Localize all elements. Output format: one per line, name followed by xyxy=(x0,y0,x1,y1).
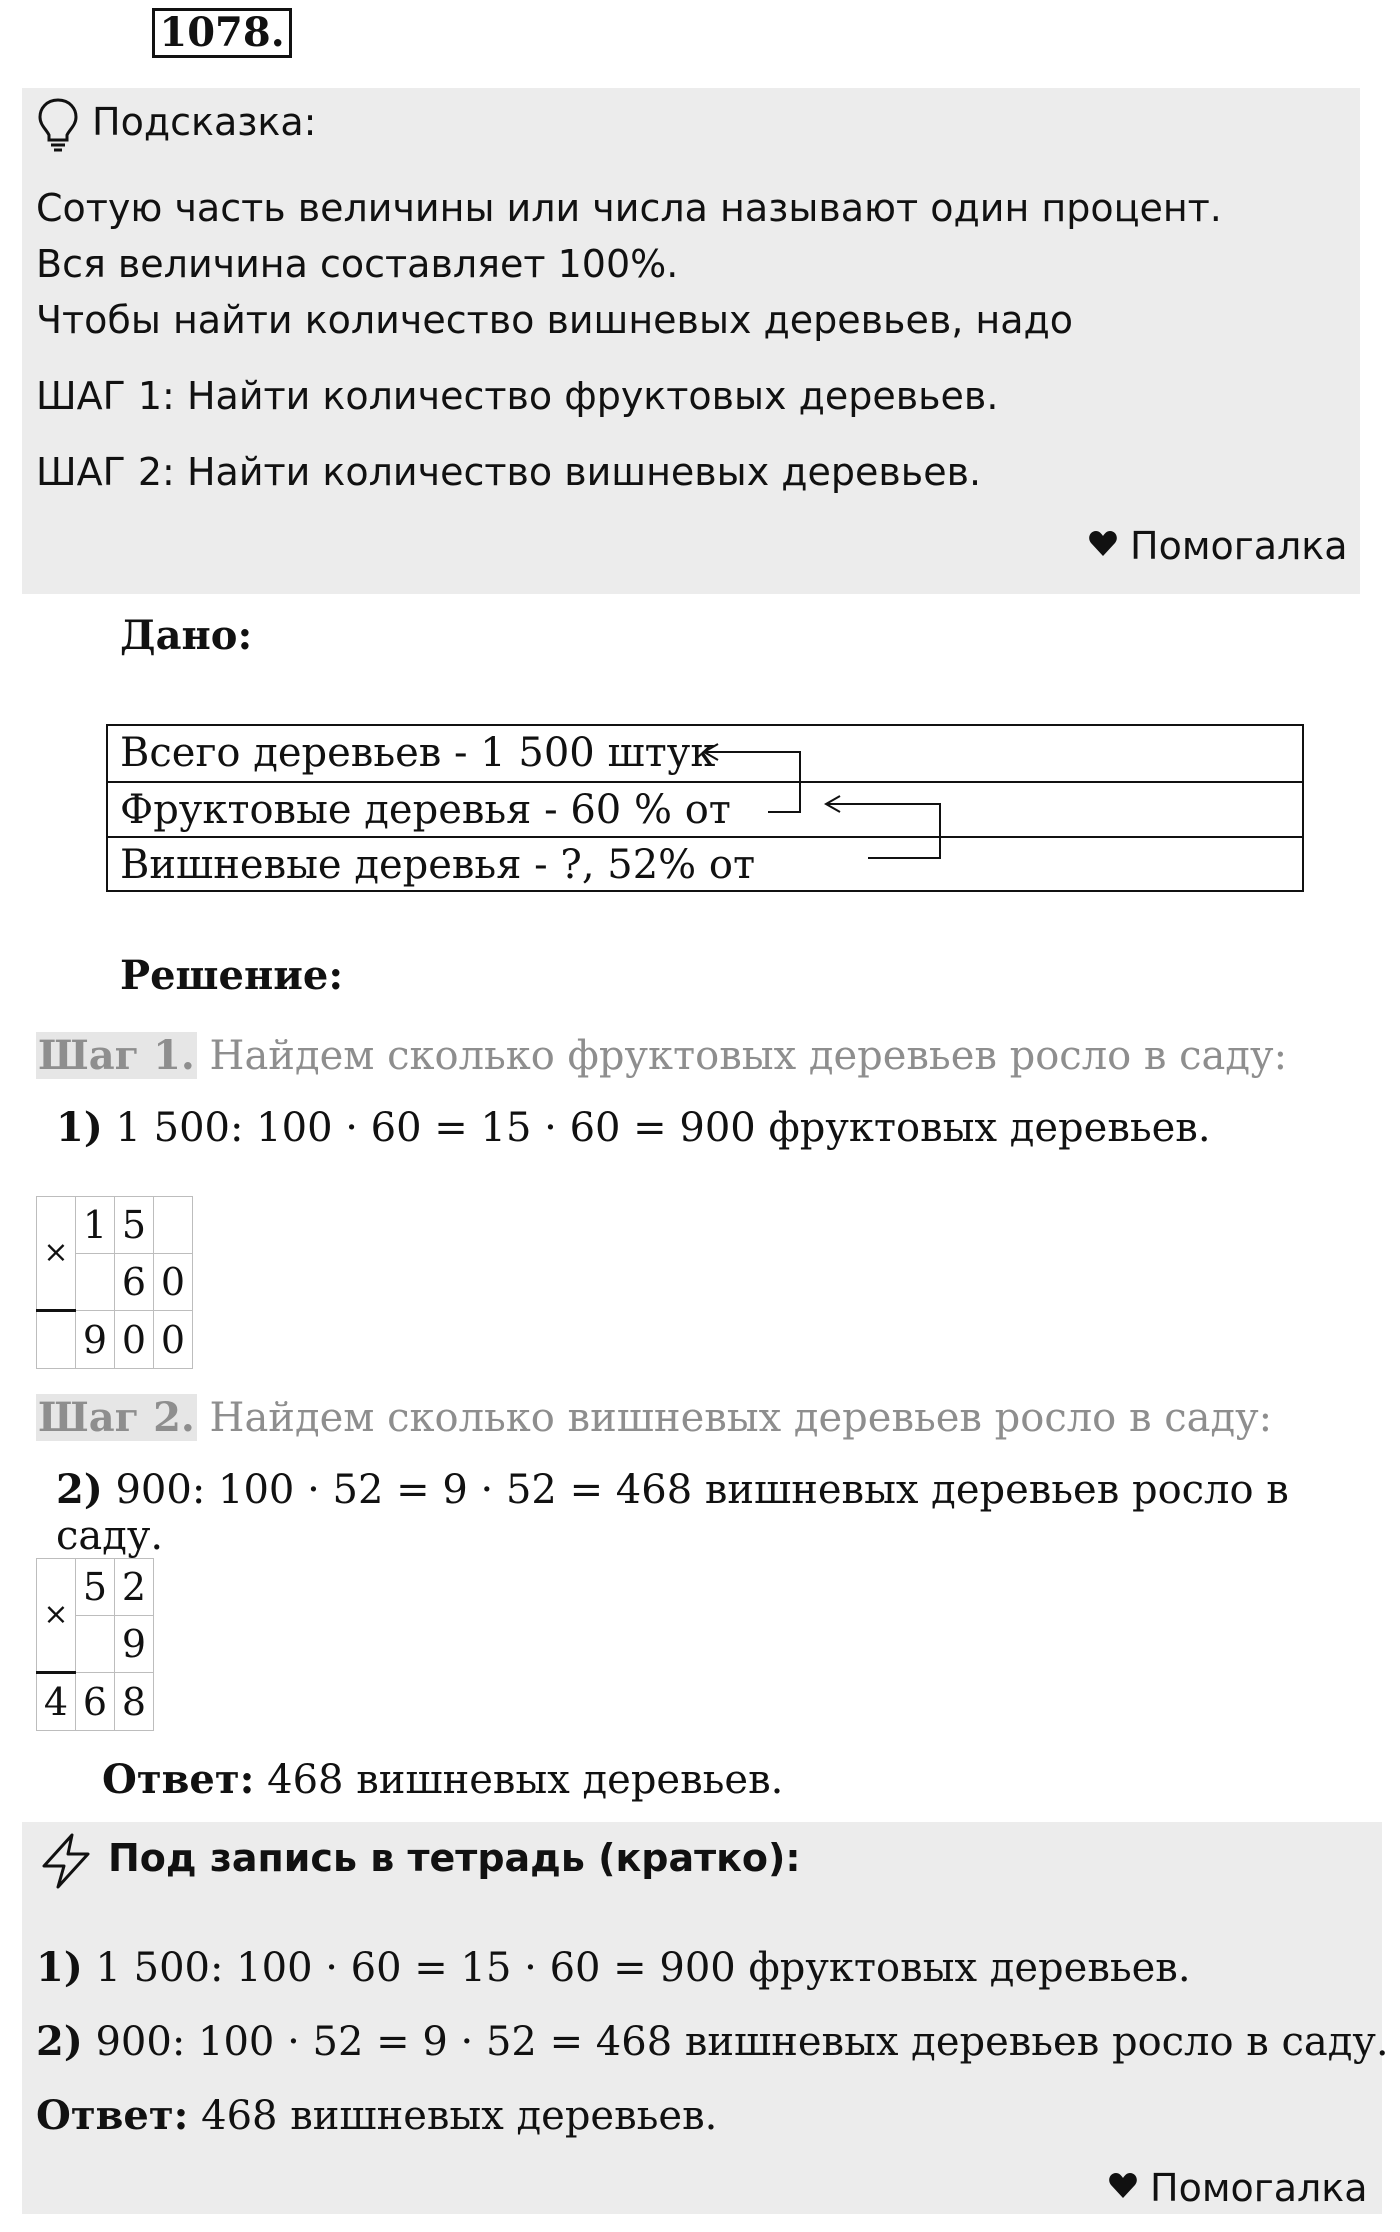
digit-cell xyxy=(37,1311,76,1369)
digit-cell: 9 xyxy=(115,1616,154,1673)
multiply-sign: × xyxy=(37,1197,76,1311)
hint-line: Чтобы найти количество вишневых деревьев, надо xyxy=(36,298,1074,342)
multiplication-15-by-60 xyxy=(36,1196,193,1369)
digit-cell: 6 xyxy=(76,1673,115,1731)
given-row: Всего деревьев - 1 500 штук xyxy=(120,730,716,776)
digit-cell: 6 xyxy=(115,1254,154,1311)
step-text: Найдем сколько фруктовых деревьев росло в саду: xyxy=(196,1033,1288,1079)
answer xyxy=(102,1756,783,1803)
digit-cell xyxy=(76,1616,115,1673)
equation-number: 2) xyxy=(56,1466,103,1513)
digit-cell xyxy=(76,1254,115,1311)
notebook-equation-2 xyxy=(36,2018,1389,2065)
notebook-equation-1 xyxy=(36,1944,1191,1991)
step-2-heading xyxy=(36,1394,1272,1441)
hint-step-text: Найти количество вишневых деревьев. xyxy=(186,450,982,494)
notebook-title: Под запись в тетрадь (кратко): xyxy=(108,1836,801,1880)
digit-cell: 0 xyxy=(115,1311,154,1369)
equation-number: 2) xyxy=(36,2018,83,2065)
digit-cell: 0 xyxy=(154,1311,193,1369)
hint-step-text: Найти количество фруктовых деревьев. xyxy=(186,374,999,418)
lightning-icon xyxy=(38,1832,94,1890)
answer-text: 468 вишневых деревьев. xyxy=(254,1757,784,1803)
multiplication-52-by-9 xyxy=(36,1558,154,1731)
digit-cell: 4 xyxy=(37,1673,76,1731)
multiply-sign: × xyxy=(37,1559,76,1673)
hint-line: Вся величина составляет 100%. xyxy=(36,242,679,286)
notebook-answer xyxy=(36,2092,717,2139)
digit-cell: 2 xyxy=(115,1559,154,1616)
digit-cell: 5 xyxy=(76,1559,115,1616)
equation-text: 1 500: 100 · 60 = 15 · 60 = 900 фруктовых деревьев. xyxy=(82,1945,1191,1991)
problem-number: 1078. xyxy=(152,8,292,58)
hint-title: Подсказка: xyxy=(92,100,317,144)
heart-icon xyxy=(1108,2172,1138,2200)
equation-1 xyxy=(56,1104,1211,1151)
given-row: Фруктовые деревья - 60 % от xyxy=(108,781,1302,836)
equation-2 xyxy=(56,1466,1400,1559)
equation-number: 1) xyxy=(36,1944,83,1991)
digit-cell: 1 xyxy=(76,1197,115,1254)
equation-text: 900: 100 · 52 = 9 · 52 = 468 вишневых деревьев росло в саду. xyxy=(56,1467,1289,1559)
equation-number: 1) xyxy=(56,1104,103,1151)
step-tag: Шаг 1. xyxy=(38,1032,195,1079)
answer-label: Ответ: xyxy=(102,1756,255,1803)
digit-cell: 5 xyxy=(115,1197,154,1254)
hint-line: Сотую часть величины или числа называют один процент. xyxy=(36,186,1222,230)
given-title: Дано: xyxy=(120,612,253,659)
equation-text: 900: 100 · 52 = 9 · 52 = 468 вишневых деревьев росло в саду. xyxy=(82,2019,1389,2065)
answer-text: 468 вишневых деревьев. xyxy=(188,2093,718,2139)
digit-cell: 9 xyxy=(76,1311,115,1369)
brand-label: Помогалка xyxy=(1130,524,1348,568)
hint-step-label: ШАГ 1: xyxy=(36,374,175,418)
digit-cell: 8 xyxy=(115,1673,154,1731)
equation-text: 1 500: 100 · 60 = 15 · 60 = 900 фруктовых деревьев. xyxy=(102,1105,1211,1151)
step-tag: Шаг 2. xyxy=(38,1394,195,1441)
brand-label: Помогалка xyxy=(1150,2166,1368,2210)
digit-cell xyxy=(154,1197,193,1254)
step-text: Найдем сколько вишневых деревьев росло в саду: xyxy=(196,1395,1273,1441)
solution-title: Решение: xyxy=(120,952,344,999)
answer-label: Ответ: xyxy=(36,2092,189,2139)
hint-step-label: ШАГ 2: xyxy=(36,450,175,494)
digit-cell: 0 xyxy=(154,1254,193,1311)
given-row: Вишневые деревья - ?, 52% от xyxy=(108,836,1302,891)
step-1-heading xyxy=(36,1032,1287,1079)
